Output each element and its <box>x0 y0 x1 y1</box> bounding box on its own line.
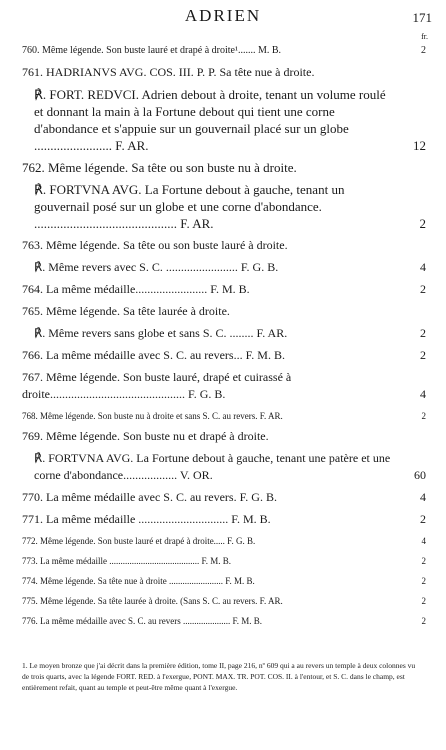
entry-773 <box>22 553 426 569</box>
entry-760 <box>22 42 426 59</box>
entry-value: 60 <box>414 468 426 482</box>
entry-765 <box>22 303 426 320</box>
entry-text: ℟. Même revers avec S. C. ........................ F. G. B. <box>34 260 279 274</box>
entry-776 <box>22 613 426 629</box>
entry-775 <box>22 593 426 609</box>
entry-763-reverse <box>22 259 426 276</box>
entry-769 <box>22 428 426 445</box>
entry-value: 2 <box>421 45 426 56</box>
footnote-text: 1. Le moyen bronze que j'ai décrit dans la première édition, tome II, page 216, nº 609 qui a au revers un temple à deux colonnes vu de trois quarts, avec la légende FORT. RED. à l'exergue, PONT. MAX. TR. POT. COS. II. à l'entour, et S. C. dans le champ, est entièrement refait, quant au temple et peut-être même quant à l'exergue. <box>22 661 416 692</box>
entry-text: 766. La même médaille avec S. C. au revers... F. M. B. <box>22 348 285 362</box>
entry-text: ℟. FORTVNA AVG. La Fortune debout à gauche, tenant une patère et une corne d'abondance.................. V. OR. <box>34 451 391 482</box>
entry-value: 2 <box>420 282 426 296</box>
entry-text: 760. Même légende. Son buste lauré et drapé à droite¹....... M. B. <box>22 45 282 56</box>
entry-774 <box>22 573 426 589</box>
entry-value: 2 <box>420 512 426 526</box>
entry-text: 768. Même légende. Son buste nu à droite et sans S. C. au revers. F. AR. <box>22 411 283 421</box>
page-number: 171 <box>412 10 432 25</box>
entry-value: 4 <box>420 260 426 274</box>
entry-value: 4 <box>420 387 426 401</box>
entry-text: ℟. FORT. REDVCI. Adrien debout à droite, tenant un volume roulé et donnant la main à la Fortune debout qui tient une corne d'abondance et s'appuie sur un gouvernail placé sur un globe ........................ F. AR. <box>34 87 386 153</box>
price-unit-label: fr. <box>421 32 428 41</box>
entry-771 <box>22 511 426 528</box>
entry-761 <box>22 64 426 81</box>
entry-762 <box>22 159 426 176</box>
entry-value: 2 <box>420 326 426 340</box>
entry-761-reverse <box>22 86 426 154</box>
entry-text: ℟. Même revers sans globe et sans S. C. ........ F. AR. <box>34 326 288 340</box>
entry-text: 765. Même légende. Sa tête laurée à droite. <box>22 304 230 318</box>
entry-value: 12 <box>413 138 426 153</box>
entry-value: 2 <box>420 348 426 362</box>
page-title: ADRIEN <box>184 6 262 25</box>
entry-text: 771. La même médaille .............................. F. M. B. <box>22 512 271 526</box>
entry-text: 762. Même légende. Sa tête ou son buste nu à droite. <box>22 160 297 175</box>
entry-value: 2 <box>421 576 426 586</box>
entry-769-reverse <box>22 450 426 484</box>
footnote <box>22 660 424 693</box>
entry-768 <box>22 408 426 424</box>
entry-text: 775. Même légende. Sa tête laurée à droite. (Sans S. C. au revers. F. AR. <box>22 596 283 606</box>
entry-value: 2 <box>421 596 426 606</box>
entry-text: 763. Même légende. Sa tête ou son buste lauré à droite. <box>22 238 288 252</box>
entry-764 <box>22 281 426 298</box>
entry-text: 770. La même médaille avec S. C. au revers. F. G. B. <box>22 490 277 504</box>
entry-772 <box>22 533 426 549</box>
entry-text: 773. La même médaille ........................................ F. M. B. <box>22 556 232 566</box>
entry-765-reverse <box>22 325 426 342</box>
entry-value: 4 <box>421 536 426 546</box>
entry-text: 769. Même légende. Son buste nu et drapé à droite. <box>22 429 269 443</box>
entry-text: 776. La même médaille avec S. C. au revers ..................... F. M. B. <box>22 616 262 626</box>
entry-763 <box>22 237 426 254</box>
entry-value: 4 <box>420 490 426 504</box>
entry-text: 772. Même légende. Son buste lauré et drapé à droite..... F. G. B. <box>22 536 256 546</box>
catalog-entries <box>22 42 426 633</box>
entry-text: 767. Même légende. Son buste lauré, drapé et cuirassé à droite............................................. F. G. B. <box>22 370 292 401</box>
entry-text: 764. La même médaille........................ F. M. B. <box>22 282 250 296</box>
entry-value: 2 <box>419 216 426 231</box>
entry-767 <box>22 369 426 403</box>
entry-text: ℟. FORTVNA AVG. La Fortune debout à gauche, tenant un gouvernail posé sur un globe et une corne d'abondance. ............................................ F. AR. <box>34 182 345 231</box>
entry-762-reverse <box>22 181 426 232</box>
entry-value: 2 <box>421 411 426 421</box>
entry-text: 761. HADRIANVS AVG. COS. III. P. P. Sa tête nue à droite. <box>22 65 315 79</box>
entry-text: 774. Même légende. Sa tête nue à droite ........................ F. M. B. <box>22 576 255 586</box>
entry-766 <box>22 347 426 364</box>
entry-770 <box>22 489 426 506</box>
entry-value: 2 <box>421 556 426 566</box>
entry-value: 2 <box>421 616 426 626</box>
